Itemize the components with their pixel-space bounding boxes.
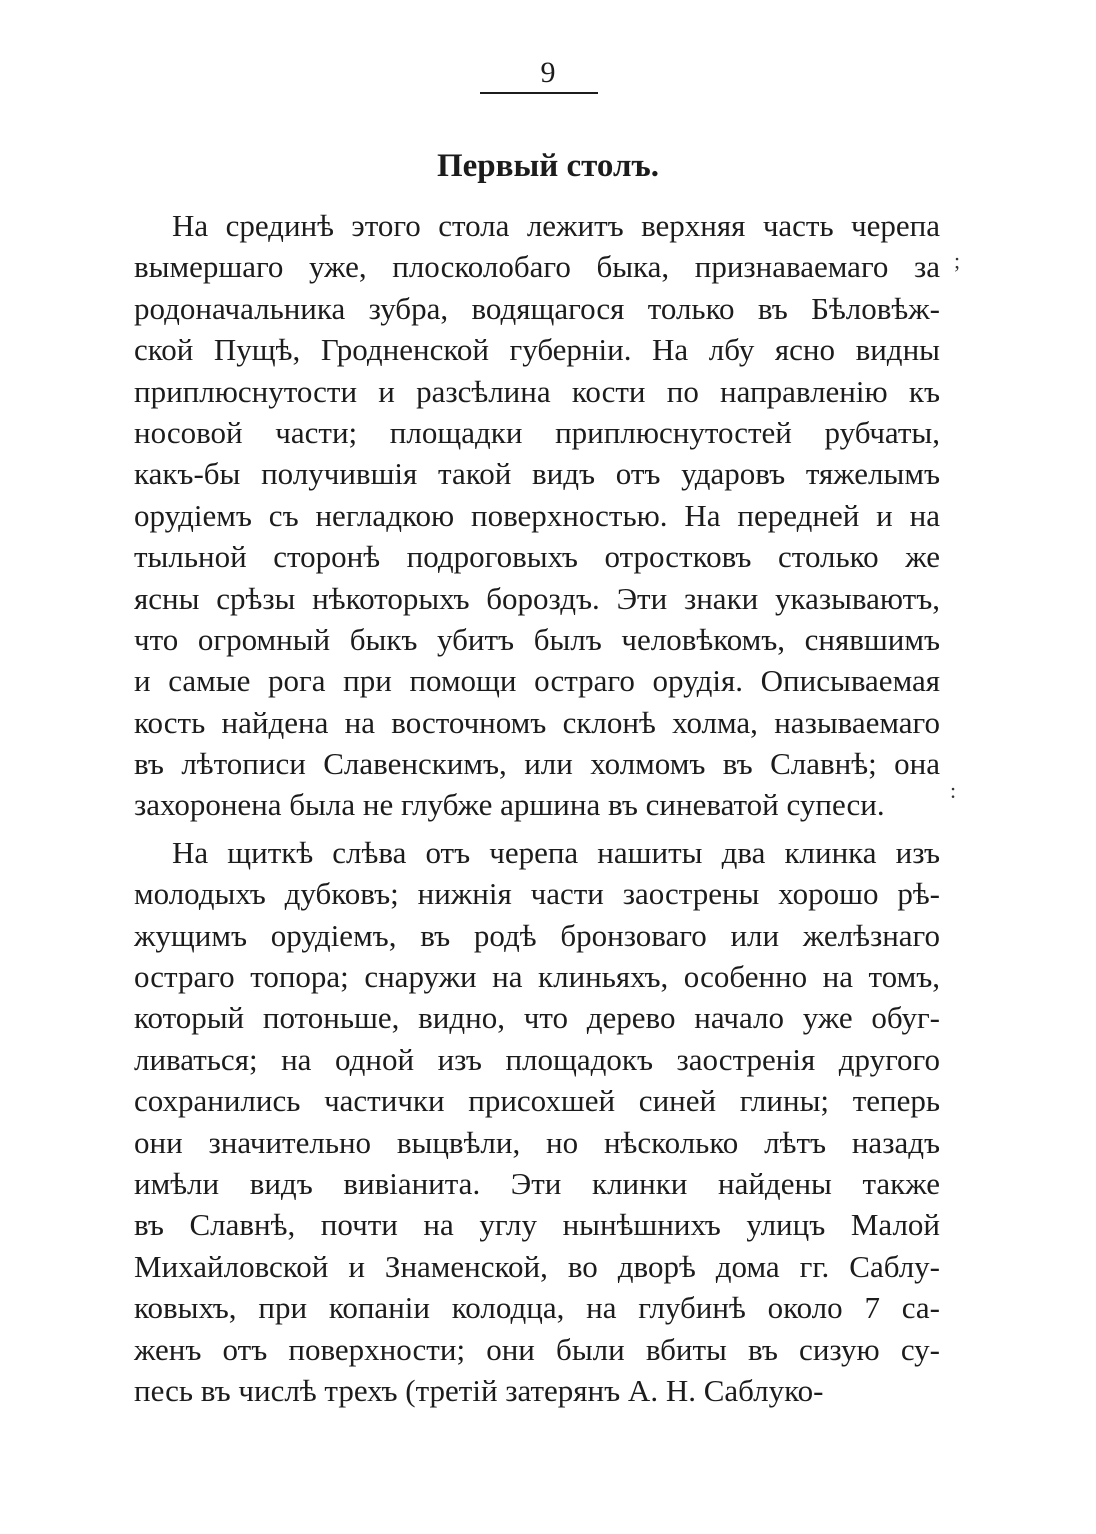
text-line: въ лѣтописи Славенскимъ, или холмомъ въ Славнѣ; она — [134, 746, 940, 782]
text-line: имѣли видъ вивіанита. Эти клинки найдены также — [134, 1165, 940, 1201]
text-line: жущимъ орудіемъ, въ родѣ бронзоваго или желѣзнаго — [134, 917, 940, 953]
page-number: 9 — [540, 56, 556, 89]
text-line: который потоньше, видно, что дерево начало уже обуг- — [134, 1000, 940, 1036]
text-line: песь въ числѣ трехъ (третій затерянъ А. Н. Саблуко- — [134, 1372, 824, 1408]
text-line: ливаться; на одной изъ площадокъ заостренія другого — [134, 1041, 940, 1077]
text-line: въ Славнѣ, почти на углу нынѣшнихъ улицъ Малой — [134, 1207, 940, 1243]
text-line: ковыхъ, при копаніи колодца, на глубинѣ около 7 са- — [134, 1290, 940, 1326]
text-line: ской Пущѣ, Гродненской губерніи. На лбу ясно видны — [134, 332, 940, 368]
text-line: захоронена была не глубже аршина въ синеватой супеси. — [134, 787, 885, 823]
text-line: На срединѣ этого стола лежитъ верхняя часть черепа — [172, 208, 940, 243]
margin-mark: : — [950, 778, 957, 803]
text-line: остраго топора; снаружи на клиньяхъ, особенно на томъ, — [134, 959, 940, 995]
text-line: и самые рога при помощи остраго орудія. Описываемая — [134, 663, 940, 699]
text-line: На щиткѣ слѣва отъ черепа нашиты два клинка изъ — [172, 834, 940, 870]
margin-mark: ; — [954, 248, 961, 273]
text-line: они значительно выцвѣли, но нѣсколько лѣтъ назадъ — [134, 1124, 940, 1160]
text-line: орудіемъ съ негладкою поверхностью. На передней и на — [134, 497, 940, 533]
text-line: молодыхъ дубковъ; нижнія части заострены хорошо рѣ- — [134, 876, 940, 912]
body-text — [134, 205, 940, 1411]
text-line: что огромный быкъ убитъ былъ человѣкомъ, снявшимъ — [134, 621, 940, 657]
paragraph-1 — [134, 205, 940, 826]
text-line: вымершаго уже, плосколобаго быка, признаваемаго за — [134, 249, 940, 285]
text-line: кость найдена на восточномъ склонѣ холма, называемаго — [134, 704, 940, 740]
paragraph-2 — [134, 832, 940, 1411]
text-line: носовой части; площадки приплюснутостей рубчаты, — [134, 414, 940, 450]
page-number-rule — [480, 92, 598, 94]
text-line: Михайловской и Знаменской, во дворѣ дома гг. Саблу- — [134, 1248, 940, 1284]
section-heading: Первый столъ. — [436, 148, 659, 184]
text-line: сохранились частички присохшей синей глины; теперь — [134, 1083, 940, 1119]
text-line: приплюснутости и разсѣлина кости по направленію къ — [134, 373, 940, 409]
text-line: женъ отъ поверхности; они были вбиты въ сизую су- — [134, 1331, 940, 1367]
text-line: тыльной сторонѣ подроговыхъ отростковъ столько же — [134, 539, 940, 575]
text-line: какъ-бы получившія такой видъ отъ ударовъ тяжелымъ — [134, 456, 940, 492]
text-line: ясны срѣзы нѣкоторыхъ бороздъ. Эти знаки указываютъ, — [134, 580, 940, 616]
text-line: родоначальника зубра, водящагося только въ Бѣловѣж- — [134, 290, 940, 326]
